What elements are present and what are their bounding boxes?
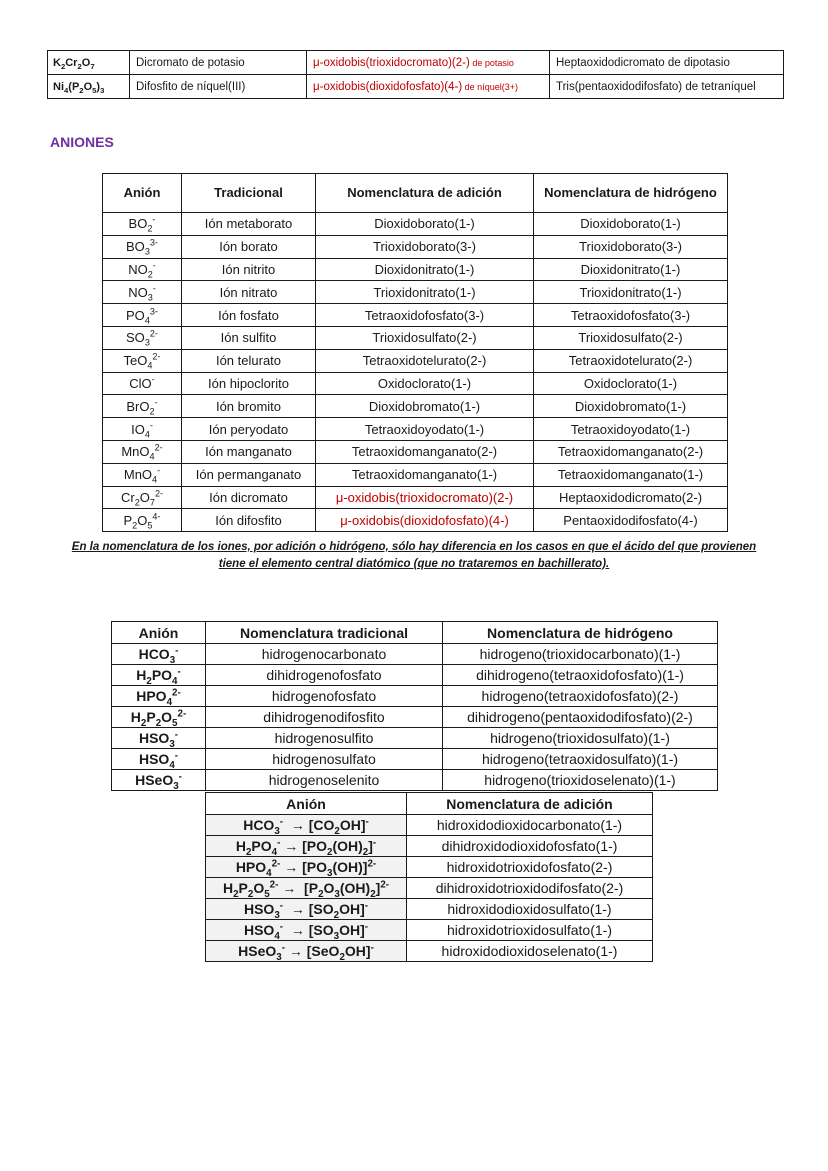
column-header-anion: Anión — [103, 174, 182, 213]
hydrogen-anions-table — [111, 621, 718, 791]
addition-name-main: μ-oxidobis(trioxidocromato)(2-) — [313, 56, 470, 69]
column-header-hydrogen: Nomenclatura de hidrógeno — [534, 174, 728, 213]
traditional-name-cell: dihidrogenodifosfito — [206, 707, 443, 728]
table-row — [112, 686, 718, 707]
table-row — [103, 372, 728, 395]
table-row — [103, 418, 728, 441]
traditional-name-cell: hidrogenosulfito — [206, 728, 443, 749]
addition-name-cell: Dioxidoborato(1-) — [316, 213, 534, 236]
table-row — [206, 878, 653, 899]
addition-name-suffix: de potasio — [469, 57, 514, 68]
anion-formula-cell: $HSO_4^-$ — [112, 749, 206, 770]
traditional-name-cell: hidrogenocarbonato — [206, 644, 443, 665]
hydrogen-name-cell: Tetraoxidotelurato(2-) — [534, 349, 728, 372]
traditional-name-cell: Ión hipoclorito — [182, 372, 316, 395]
hydrogen-name-cell: Trioxidosulfato(2-) — [534, 326, 728, 349]
column-header-anion: Anión — [112, 622, 206, 644]
anion-formula-cell: HSeO$_3$- → [SeO$_2$OH]- — [206, 941, 407, 962]
hydrogen-anions-table-body — [112, 644, 718, 791]
hydrogen-name-cell: Tetraoxidofosfato(3-) — [534, 304, 728, 327]
hydrogen-name-cell: Tris(pentaoxidodifosfato) de tetraníquel — [550, 75, 784, 99]
traditional-name-cell: Ión nitrato — [182, 281, 316, 304]
anion-formula-cell: TeO$_4^{2-}$ — [103, 349, 182, 372]
traditional-name-cell: Ión sulfito — [182, 326, 316, 349]
anion-formula-cell: $NO_2^-$ — [103, 258, 182, 281]
column-header-hydrogen: Nomenclatura de hidrógeno — [443, 622, 718, 644]
addition-name-cell: dihidroxidodioxidofosfato(1-) — [407, 836, 653, 857]
table-row — [103, 326, 728, 349]
anion-formula-cell: $HPO_4^{2-} \to [PO_3(OH)]^{2-}$ — [206, 857, 407, 878]
anion-formula-cell: $H_2P_2O_5^{2-} \to [P_2O_3(OH)_2]^{2-}$ — [206, 878, 407, 899]
table-row — [112, 665, 718, 686]
hydrogen-name-cell: Tetraoxidomanganato(1-) — [534, 463, 728, 486]
hydrogen-name-cell: hidrogeno(trioxidocarbonato)(1-) — [443, 644, 718, 665]
column-header-traditional: Tradicional — [182, 174, 316, 213]
note-line-2: tiene el elemento central diatómico (que no trataremos en bachillerato). — [218, 557, 610, 570]
anion-formula-cell: $BO_2^-$ — [103, 213, 182, 236]
addition-name-cell: Dioxidobromato(1-) — [316, 395, 534, 418]
traditional-name-cell: dihidrogenofosfato — [206, 665, 443, 686]
anion-formula-cell: $NO_3^-$ — [103, 281, 182, 304]
hydrogen-name-cell: Heptaoxidodicromato(2-) — [534, 486, 728, 509]
hydrogen-name-cell: hidrogeno(trioxidosulfato)(1-) — [443, 728, 718, 749]
hydrogen-name-cell: Dioxidonitrato(1-) — [534, 258, 728, 281]
hydrogen-name-cell: Trioxidoborato(3-) — [534, 235, 728, 258]
addition-name-cell: Trioxidoborato(3-) — [316, 235, 534, 258]
traditional-name-cell: hidrogenosulfato — [206, 749, 443, 770]
anion-formula-cell: HSeO$_3$- — [112, 770, 206, 791]
column-header-traditional: Nomenclatura tradicional — [206, 622, 443, 644]
table-header-row — [103, 174, 728, 213]
note-line-1: En la nomenclatura de los iones, por adición o hidrógeno, sólo hay diferencia en los casos en que el ácido del que provienen — [71, 541, 757, 553]
formula-cell: $K_2Cr_2O_7$ — [48, 51, 130, 75]
addition-name-cell: Tetraoxidomanganato(1-) — [316, 463, 534, 486]
addition-name-suffix: de níquel(3+) — [462, 81, 518, 92]
addition-name-cell: Trioxidosulfato(2-) — [316, 326, 534, 349]
anion-formula-cell: $IO_4^-$ — [103, 418, 182, 441]
traditional-name-cell: Ión borato — [182, 235, 316, 258]
hydrogen-name-cell: hidrogeno(trioxidoselenato)(1-) — [443, 770, 718, 791]
anion-formula-cell: $P_2O_5^{4-}$ — [103, 509, 182, 532]
formula-cell: $Ni_4(P_2O_5)_3$ — [48, 75, 130, 99]
addition-name-cell: Tetraoxidofosfato(3-) — [316, 304, 534, 327]
traditional-name-cell: Ión fosfato — [182, 304, 316, 327]
section-heading-aniones: ANIONES — [50, 134, 114, 150]
salts-nomenclature-table — [47, 50, 784, 99]
hydrogen-name-cell: Oxidoclorato(1-) — [534, 372, 728, 395]
hydrogen-name-cell: Pentaoxidodifosfato(4-) — [534, 509, 728, 532]
anion-formula-cell: $SO_3^{2-}$ — [103, 326, 182, 349]
anion-formula-cell: MnO$_4^{2-}$ — [103, 440, 182, 463]
anion-formula-cell: $PO_4^{3-}$ — [103, 304, 182, 327]
addition-name-cell — [307, 51, 550, 75]
nomenclature-note — [40, 539, 788, 572]
table-row — [48, 51, 784, 75]
addition-name-cell: Trioxidonitrato(1-) — [316, 281, 534, 304]
table-row — [48, 75, 784, 99]
hydrogen-name-cell: dihidrogeno(tetraoxidofosfato)(1-) — [443, 665, 718, 686]
table-row — [206, 920, 653, 941]
hydrogen-name-cell: Tetraoxidomanganato(2-) — [534, 440, 728, 463]
salts-table-body — [48, 51, 784, 99]
addition-name-cell: hidroxidotrioxidosulfato(1-) — [407, 920, 653, 941]
table-row — [112, 728, 718, 749]
addition-name-cell: hidroxidodioxidoselenato(1-) — [407, 941, 653, 962]
hydrogen-name-cell: Tetraoxidoyodato(1-) — [534, 418, 728, 441]
traditional-name-cell: hidrogenoselenito — [206, 770, 443, 791]
addition-anions-table-body — [206, 815, 653, 962]
hydrogen-name-cell: dihidrogeno(pentaoxidodifosfato)(2-) — [443, 707, 718, 728]
addition-name-cell: hidroxidotrioxidofosfato(2-) — [407, 857, 653, 878]
anion-formula-cell: $H_2P_2O_5^{2-}$ — [112, 707, 206, 728]
hydrogen-name-cell: Heptaoxidodicromato de dipotasio — [550, 51, 784, 75]
anion-formula-cell: $HSO_3^- \to [SO_2OH]^-$ — [206, 899, 407, 920]
table-row — [103, 235, 728, 258]
addition-name-cell: Tetraoxidomanganato(2-) — [316, 440, 534, 463]
anion-formula-cell: $HCO_3^- \to [CO_2OH]^-$ — [206, 815, 407, 836]
table-row — [103, 213, 728, 236]
anion-formula-cell: $HSO_3^-$ — [112, 728, 206, 749]
traditional-name-cell: Ión dicromato — [182, 486, 316, 509]
addition-name-cell: Oxidoclorato(1-) — [316, 372, 534, 395]
addition-name-cell: μ-oxidobis(trioxidocromato)(2-) — [316, 486, 534, 509]
anion-formula-cell: $Cr_2O_7^{2-}$ — [103, 486, 182, 509]
table-row — [112, 644, 718, 665]
anion-formula-cell: $HCO_3^-$ — [112, 644, 206, 665]
table-row — [103, 440, 728, 463]
traditional-name-cell: Dicromato de potasio — [130, 51, 307, 75]
table-row — [103, 304, 728, 327]
table-row — [103, 463, 728, 486]
hydrogen-name-cell: Dioxidoborato(1-) — [534, 213, 728, 236]
traditional-name-cell: Ión difosfito — [182, 509, 316, 532]
addition-name-cell: hidroxidodioxidocarbonato(1-) — [407, 815, 653, 836]
traditional-name-cell: hidrogenofosfato — [206, 686, 443, 707]
anion-formula-cell: $H_2PO_4^-$ — [112, 665, 206, 686]
table-row — [103, 258, 728, 281]
table-header-row — [206, 793, 653, 815]
table-row — [103, 509, 728, 532]
addition-name-cell: Tetraoxidotelurato(2-) — [316, 349, 534, 372]
table-row — [112, 770, 718, 791]
addition-name-cell: μ-oxidobis(dioxidofosfato)(4-) — [316, 509, 534, 532]
anion-formula-cell: $HPO_4^{2-}$ — [112, 686, 206, 707]
anion-formula-cell: BrO$_2$- — [103, 395, 182, 418]
table-row — [103, 281, 728, 304]
anions-nomenclature-table — [102, 173, 728, 532]
traditional-name-cell: Ión peryodato — [182, 418, 316, 441]
anions-table-body — [103, 213, 728, 532]
addition-name-main: μ-oxidobis(dioxidofosfato)(4-) — [313, 80, 463, 93]
traditional-name-cell: Ión permanganato — [182, 463, 316, 486]
traditional-name-cell: Ión bromito — [182, 395, 316, 418]
addition-name-cell: dihidroxidotrioxidodifosfato(2-) — [407, 878, 653, 899]
column-header-addition: Nomenclatura de adición — [407, 793, 653, 815]
addition-name-cell: Dioxidonitrato(1-) — [316, 258, 534, 281]
traditional-name-cell: Ión manganato — [182, 440, 316, 463]
addition-name-cell — [307, 75, 550, 99]
traditional-name-cell: Ión metaborato — [182, 213, 316, 236]
anion-formula-cell: $BO_3^{3-}$ — [103, 235, 182, 258]
addition-name-cell: Tetraoxidoyodato(1-) — [316, 418, 534, 441]
hydrogen-name-cell: hidrogeno(tetraoxidofosfato)(2-) — [443, 686, 718, 707]
table-row — [206, 836, 653, 857]
anion-formula-cell: ClO- — [103, 372, 182, 395]
table-row — [206, 941, 653, 962]
column-header-addition: Nomenclatura de adición — [316, 174, 534, 213]
table-row — [103, 395, 728, 418]
anion-formula-cell: MnO$_4$- — [103, 463, 182, 486]
table-row — [206, 899, 653, 920]
table-row — [206, 857, 653, 878]
table-row — [112, 749, 718, 770]
addition-anions-table — [205, 792, 653, 962]
anion-formula-cell: $H_2PO_4^- \to [PO_2(OH)_2]^-$ — [206, 836, 407, 857]
table-row — [206, 815, 653, 836]
traditional-name-cell: Ión nitrito — [182, 258, 316, 281]
traditional-name-cell: Ión telurato — [182, 349, 316, 372]
column-header-anion: Anión — [206, 793, 407, 815]
table-row — [103, 349, 728, 372]
table-row — [103, 486, 728, 509]
hydrogen-name-cell: Trioxidonitrato(1-) — [534, 281, 728, 304]
hydrogen-name-cell: Dioxidobromato(1-) — [534, 395, 728, 418]
table-row — [112, 707, 718, 728]
addition-name-cell: hidroxidodioxidosulfato(1-) — [407, 899, 653, 920]
hydrogen-name-cell: hidrogeno(tetraoxidosulfato)(1-) — [443, 749, 718, 770]
table-header-row — [112, 622, 718, 644]
traditional-name-cell: Difosfito de níquel(III) — [130, 75, 307, 99]
anion-formula-cell: $HSO_4^- \to [SO_3OH]^-$ — [206, 920, 407, 941]
